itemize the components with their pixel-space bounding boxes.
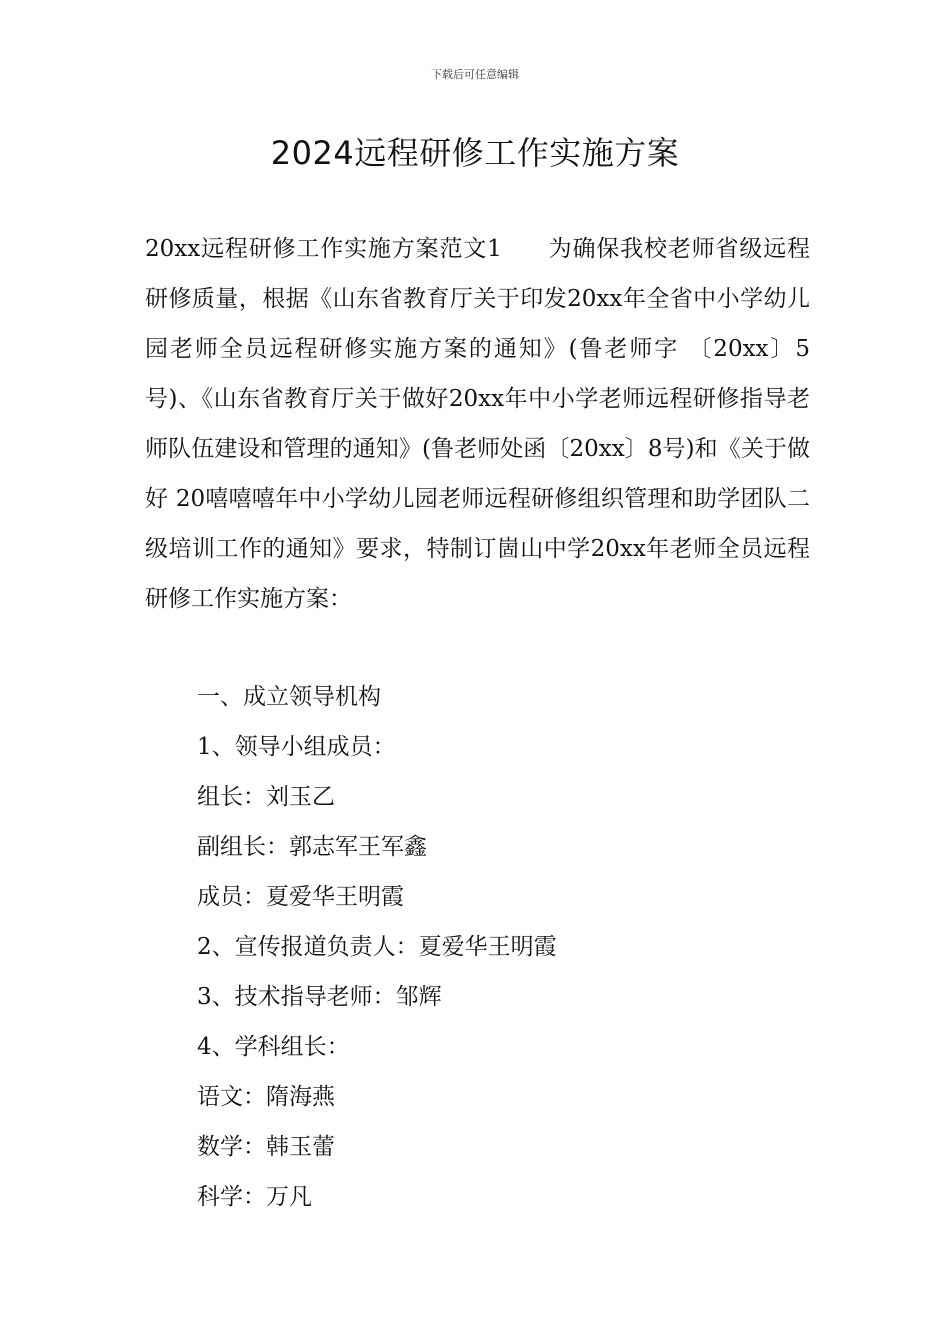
list-item: 语文：隋海燕 [197, 1084, 335, 1110]
list-item: 数学：韩玉蕾 [197, 1134, 335, 1160]
list-item: 4、学科组长： [197, 1034, 350, 1060]
section-heading: 一、成立领导机构 [197, 684, 381, 710]
list-item: 3、技术指导老师：邹辉 [197, 984, 442, 1010]
header-note: 下载后可任意编辑 [431, 68, 519, 81]
content-list [197, 672, 810, 1222]
list-item: 2、宣传报道负责人：夏爱华王明霞 [197, 934, 557, 960]
intro-body: 为确保我校老师省级远程研修质量，根据《山东省教育厅关于印发20xx年全省中小学幼儿园老师全员远程研修实施方案的通知》(鲁老师字 〔20xx〕5号)、《山东省教育厅关于做好20xx年中小学老师远程研修指导老师队伍建设和管理的通知》(鲁老师处函〔20xx〕8号)和《关于做好 20嘻嘻嘻年中小学幼儿园老师远程研修组织管理和助学团队二级培训工作的通知》要求，特制订崮山中学20xx年老师全员远程研修工作实施方案： [145, 236, 811, 612]
intro-paragraph [145, 224, 810, 624]
list-item: 1、领导小组成员： [197, 734, 396, 760]
document-title: 2024远程研修工作实施方案 [270, 134, 680, 172]
list-item: 副组长：郭志军王军鑫 [197, 834, 427, 860]
list-item: 成员：夏爱华王明霞 [197, 884, 404, 910]
list-item: 科学：万凡 [197, 1184, 312, 1210]
intro-lead: 20xx远程研修工作实施方案范文1 [145, 236, 502, 262]
list-item: 组长：刘玉乙 [197, 784, 335, 810]
